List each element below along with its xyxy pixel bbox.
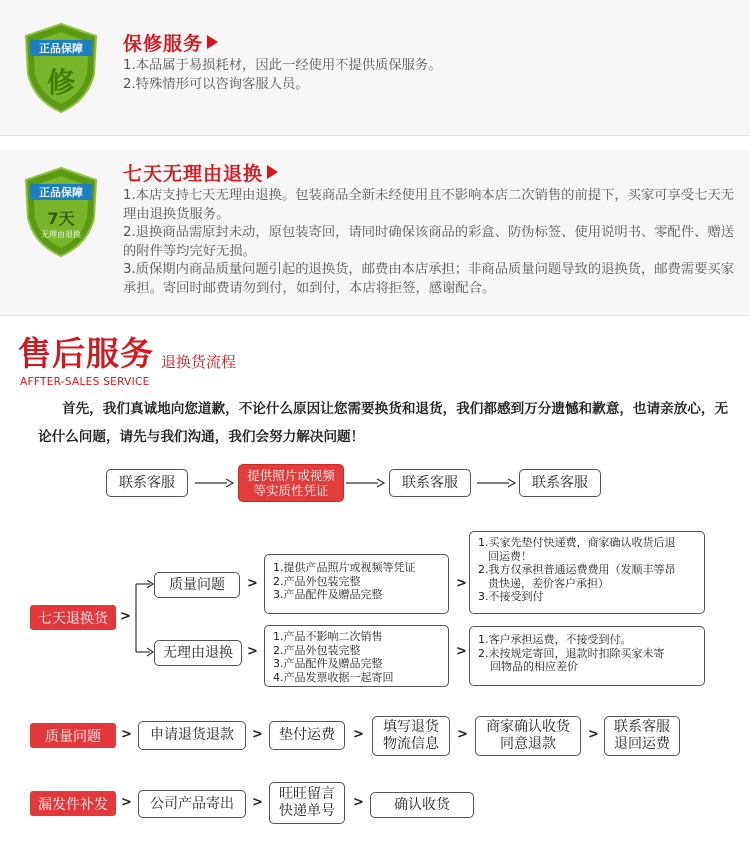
arrow-right-icon: >	[456, 576, 467, 591]
badge-small-text: 无理由退换	[41, 230, 81, 239]
outcome-item: 回物品的相应差价	[490, 660, 578, 674]
quality-problem-box: 质量问题	[154, 572, 240, 598]
quality-flow-step: 联系客服 退回运费	[604, 716, 680, 756]
play-triangle-icon	[267, 165, 278, 179]
flow-contact-service: 联系客服	[106, 469, 188, 497]
returns-line: 1.本店支持七天无理由退换。包装商品全新未经使用且不影响本店二次销售的前提下，买家可享受七天无理由退换货服务。	[123, 188, 735, 222]
arrow-right-icon: >	[252, 727, 263, 742]
outcome-item: 贵快递，差价客户承担）	[488, 576, 609, 590]
after-sales-subtitle: 退换货流程	[161, 353, 237, 371]
flow-provide-evidence: 提供照片或视频 等实质性凭证	[238, 464, 344, 502]
arrow-right-icon	[195, 477, 235, 489]
missing-flow-tag: 漏发件补发	[30, 791, 116, 816]
quality-conditions-box	[264, 554, 449, 614]
condition-item: 1.产品不影响二次销售	[273, 630, 383, 643]
warranty-line: 2.特殊情形可以咨询客服人员。	[123, 76, 309, 92]
badge-top-text: 正品保障	[39, 43, 83, 55]
quality-flow-step: 垫付运费	[269, 721, 345, 750]
arrow-right-icon: >	[456, 644, 467, 659]
arrow-right-icon: >	[353, 795, 364, 810]
outcome-item: 1.客户承担运费，不接受到付。	[478, 633, 632, 646]
outcome-item: 3.不接受到付	[478, 590, 544, 604]
quality-flow-step: 申请退货退款	[138, 721, 246, 750]
flow-contact-service: 联系客服	[389, 469, 471, 497]
outcome-item: 回运费！	[488, 549, 532, 563]
play-triangle-icon	[207, 35, 218, 49]
warranty-text	[123, 57, 743, 94]
quality-outcomes-box	[469, 531, 705, 614]
arrow-right-icon: >	[247, 644, 258, 659]
no-reason-conditions-box	[264, 625, 449, 687]
returns-line: 2.退换商品需原封未动，原包装寄回，请同时确保该商品的彩盒、防伪标签、使用说明书、零配件、赠送的附件等均完好无损。	[123, 225, 735, 259]
arrow-right-icon: >	[457, 727, 468, 742]
badge-top-text: 正品保障	[39, 187, 83, 199]
flow-contact-service: 联系客服	[519, 469, 601, 497]
divider	[0, 135, 750, 136]
seven-day-tag: 七天退换货	[30, 605, 116, 630]
badge-char: 修	[46, 66, 76, 99]
intro-paragraph: 首先，我们真诚地向您道歉，不论什么原因让您需要换货和退货，我们都感到万分遗憾和歉意，也请亲放心，无论什么问题，请先与我们沟通，我们会努力解决问题！	[38, 401, 729, 445]
arrow-right-icon: >	[252, 795, 263, 810]
outcome-item: 2.我方仅承担普通运费费用（发顺丰等昂	[478, 563, 676, 577]
arrow-right-icon: >	[353, 727, 364, 742]
missing-flow-step: 确认收货	[370, 792, 474, 818]
quality-flow-tag: 质量问题	[30, 723, 116, 748]
after-sales-title: 售后服务	[18, 334, 154, 373]
condition-item: 3.产品配件及赠品完整	[273, 588, 383, 602]
outcome-item: 1.买家先垫付快递费，商家确认收货后退	[478, 536, 676, 549]
returns-title: 七天无理由退换	[123, 163, 278, 185]
no-reason-outcomes-box	[469, 626, 705, 686]
branch-connector	[130, 580, 156, 660]
arrow-right-icon: >	[120, 609, 131, 624]
condition-item: 2.产品外包装完整	[273, 574, 361, 588]
missing-flow-step: 旺旺留言 快递单号	[269, 782, 345, 824]
condition-item: 1.提供产品照片或视频等凭证	[273, 561, 416, 574]
divider	[0, 315, 750, 316]
quality-flow-step: 商家确认收货 同意退款	[475, 716, 581, 756]
arrow-right-icon: >	[588, 727, 599, 742]
arrow-right-icon: >	[247, 576, 258, 591]
arrow-right-icon: >	[121, 727, 132, 742]
warranty-line: 1.本品属于易损耗材，因此一经使用不提供质保服务。	[123, 58, 442, 73]
arrow-right-icon: >	[121, 795, 132, 810]
outcome-item: 2.未按规定寄回，退款时扣除买家未寄	[478, 646, 665, 660]
quality-flow-step: 填写退货 物流信息	[372, 716, 450, 756]
returns-line: 3.质保期内商品质量问题引起的退换货，邮费由本店承担；非商品质量问题导致的退换货，邮费需要买家承担。寄回时邮费请勿到付，如到付，本店将拒签，感谢配合。	[123, 262, 735, 296]
arrow-right-icon	[346, 477, 386, 489]
returns-text	[123, 187, 743, 298]
condition-item: 4.产品发票收据一起寄回	[273, 670, 394, 684]
warranty-shield-icon	[22, 22, 100, 114]
seven-day-shield-icon	[22, 166, 100, 258]
warranty-title: 保修服务	[123, 33, 218, 55]
condition-item: 2.产品外包装完整	[273, 643, 361, 657]
arrow-right-icon	[477, 477, 517, 489]
no-reason-return-box: 无理由退换	[154, 640, 242, 666]
after-sales-english: AFFTER-SALES SERVICE	[20, 376, 150, 388]
badge-big-text: 7天	[47, 209, 75, 228]
missing-flow-step: 公司产品寄出	[138, 790, 246, 818]
condition-item: 3.产品配件及赠品完整	[273, 657, 383, 671]
